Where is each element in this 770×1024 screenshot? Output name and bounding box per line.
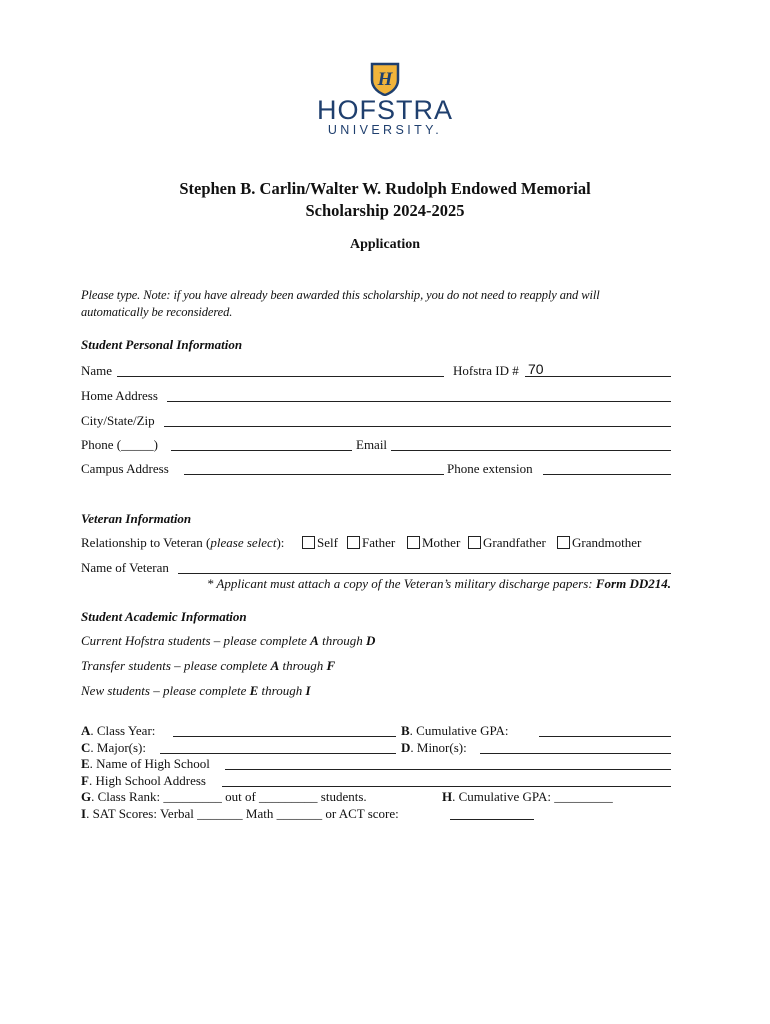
instructions-note [81,287,681,321]
option-grandmother-label: Grandmother [572,535,642,550]
campus-address-field[interactable] [184,474,444,475]
checkbox-mother[interactable] [407,536,420,549]
hofstra-shield-icon [370,62,400,96]
high-school-address-field[interactable] [222,786,671,787]
logo-subtext: UNIVERSITY. [327,123,443,137]
veteran-info-heading: Veteran Information [81,511,192,526]
major-label: C. Major(s): [81,740,146,755]
hofstra-id-value: 70 [528,361,544,377]
high-school-field[interactable] [225,769,671,770]
major-minor-row [81,739,671,756]
title-line-1: Stephen B. Carlin/Walter W. Rudolph Endowed Memorial [179,179,591,198]
test-scores-label[interactable]: I. SAT Scores: Verbal _______ Math _______ or ACT score: [81,806,399,821]
major-field[interactable] [160,753,396,754]
current-students-instruction: Current Hofstra students – please complete A through D [81,633,376,648]
logo-monogram: H [377,69,393,90]
home-address-row [81,387,671,405]
option-grandfather-label: Grandfather [483,535,546,550]
class-rank-label[interactable]: G. Class Rank: _________ out of _________ students. [81,789,367,804]
email-label: Email [356,437,388,452]
name-field[interactable] [117,376,444,377]
new-students-instruction: New students – please complete E through I [81,683,311,698]
form-dd214: Form DD214. [595,576,671,591]
test-scores-row [81,805,671,822]
academic-info-heading: Student Academic Information [81,609,247,624]
veteran-name-row [81,559,671,577]
option-mother-label: Mother [422,535,461,550]
relationship-label: Relationship to Veteran (please select): [81,535,285,550]
title-line-2: Scholarship 2024-2025 [305,201,465,220]
city-field[interactable] [164,426,671,427]
high-school-row [81,755,671,772]
hofstra-id-field[interactable] [525,376,671,377]
home-address-field[interactable] [167,401,671,402]
page-subtitle: Application [349,237,420,252]
cumulative-gpa-label: B. Cumulative GPA: [401,723,509,738]
minor-label: D. Minor(s): [401,740,467,755]
city-row [81,412,671,430]
checkbox-father[interactable] [347,536,360,549]
veteran-name-field[interactable] [178,573,671,574]
personal-info-heading: Student Personal Information [81,337,243,352]
phone-email-row [81,436,671,454]
minor-field[interactable] [480,753,671,754]
class-year-label: A. Class Year: [81,723,156,738]
high-school-address-row [81,772,671,789]
note-line-1: Please type. Note: if you have already been awarded this scholarship, you do not need to reapply and will [81,288,600,302]
act-score-field[interactable] [450,819,534,820]
veteran-footnote: * Applicant must attach a copy of the Veteran’s military discharge papers: Form DD214. [206,576,671,591]
name-label: Name [81,363,113,378]
logo-wordmark: HOFSTRA [316,95,453,125]
phone-label[interactable]: Phone (_____) [81,437,158,452]
hofstra-id-label: Hofstra ID # [453,363,519,378]
checkbox-self[interactable] [302,536,315,549]
city-label: City/State/Zip [81,413,155,428]
transfer-students-instruction: Transfer students – please complete A through F [81,658,336,673]
option-father-label: Father [362,535,396,550]
relationship-row [81,534,671,552]
phone-field[interactable] [171,450,352,451]
checkbox-grandmother[interactable] [557,536,570,549]
hs-gpa-label[interactable]: H. Cumulative GPA: _________ [442,789,613,804]
note-line-2: automatically be reconsidered. [81,305,233,319]
option-self-label: Self [317,535,338,550]
hofstra-logo [300,62,470,146]
phone-extension-field[interactable] [543,474,671,475]
campus-address-label: Campus Address [81,461,169,476]
page-title [100,178,670,222]
cumulative-gpa-field[interactable] [539,736,671,737]
high-school-label: E. Name of High School [81,756,210,771]
email-field[interactable] [391,450,671,451]
phone-extension-label: Phone extension [447,461,533,476]
class-year-field[interactable] [173,736,396,737]
class-year-gpa-row [81,722,671,739]
campus-address-row [81,460,671,478]
high-school-address-label: F. High School Address [81,773,206,788]
veteran-name-label: Name of Veteran [81,560,169,575]
name-row [81,362,671,380]
home-address-label: Home Address [81,388,158,403]
class-rank-row [81,788,671,805]
checkbox-grandfather[interactable] [468,536,481,549]
